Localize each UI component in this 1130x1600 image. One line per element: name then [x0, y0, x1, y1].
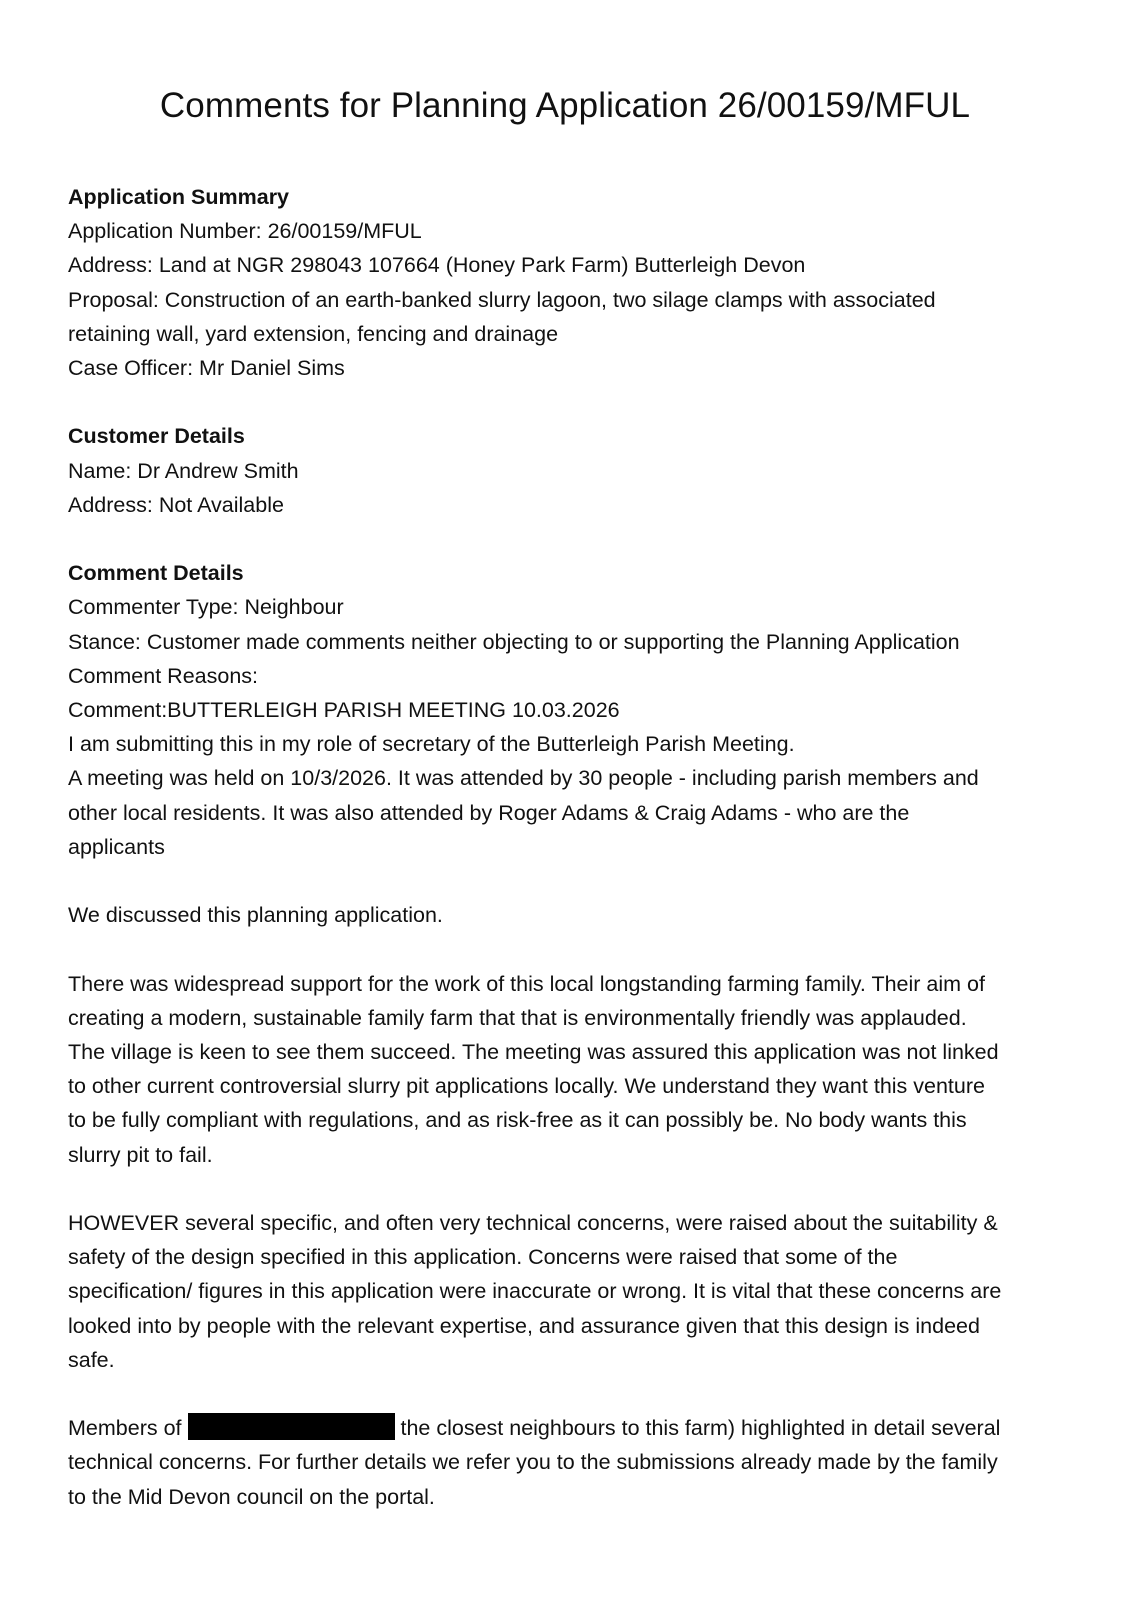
spacer — [68, 522, 1068, 556]
comment-line: There was widespread support for the work of this local longstanding farming family. Their aim of — [68, 971, 985, 996]
comment-header: Comment:BUTTERLEIGH PARISH MEETING 10.03.2026 — [68, 698, 620, 723]
application-summary-heading: Application Summary — [68, 185, 290, 209]
page-title: Comments for Planning Application 26/00159/MFUL — [159, 86, 971, 125]
proposal-line: Proposal: Construction of an earth-banked slurry lagoon, two silage clamps with associated — [68, 287, 936, 312]
spacer — [68, 1377, 1068, 1411]
proposal-line: retaining wall, yard extension, fencing and drainage — [68, 321, 559, 346]
comment-line: to the Mid Devon council on the portal. — [68, 1484, 435, 1509]
stance: Stance: Customer made comments neither objecting to or supporting the Planning Application — [68, 629, 960, 654]
comment-line: The village is keen to see them succeed. The meeting was assured this application was not linked — [68, 1040, 999, 1065]
comment-line: I am submitting this in my role of secretary of the Butterleigh Parish Meeting. — [68, 732, 795, 757]
comment-line: We discussed this planning application. — [68, 903, 443, 928]
comment-line: applicants — [68, 834, 165, 859]
customer-name: Name: Dr Andrew Smith — [68, 458, 299, 483]
application-address: Address: Land at NGR 298043 107664 (Honey Park Farm) Butterleigh Devon — [68, 253, 806, 278]
comment-line: to be fully compliant with regulations, and as risk-free as it can possibly be. No body wants this — [68, 1108, 967, 1133]
case-officer: Case Officer: Mr Daniel Sims — [68, 356, 345, 381]
comment-line: other local residents. It was also attended by Roger Adams & Craig Adams - who are the — [68, 800, 910, 825]
comment-line: HOWEVER several specific, and often very technical concerns, were raised about the suitability & — [68, 1211, 998, 1236]
comment-line: to other current controversial slurry pit applications locally. We understand they want this venture — [68, 1074, 985, 1099]
spacer — [68, 864, 1068, 898]
customer-address: Address: Not Available — [68, 492, 284, 517]
commenter-type: Commenter Type: Neighbour — [68, 595, 344, 620]
comment-line: creating a modern, sustainable family farm that that is environmentally friendly was applauded. — [68, 1005, 967, 1030]
application-number: Application Number: 26/00159/MFUL — [68, 219, 422, 244]
comment-line: A meeting was held on 10/3/2026. It was attended by 30 people - including parish members and — [68, 766, 979, 791]
redaction-block — [188, 1413, 395, 1440]
comment-reasons: Comment Reasons: — [68, 663, 258, 688]
spacer — [68, 932, 1068, 966]
comment-line — [68, 1411, 1068, 1445]
comment-line: specification/ figures in this application were inaccurate or wrong. It is vital that these concerns are — [68, 1279, 1002, 1304]
comment-line: safe. — [68, 1347, 115, 1372]
members-suffix: the closest neighbours to this farm) highlighted in detail several — [400, 1416, 1001, 1441]
comment-line: safety of the design specified in this application. Concerns were raised that some of the — [68, 1245, 898, 1270]
spacer — [68, 385, 1068, 419]
comment-details-heading: Comment Details — [68, 561, 244, 586]
comment-line: looked into by people with the relevant expertise, and assurance given that this design is indeed — [68, 1313, 980, 1338]
document-body — [68, 180, 1068, 1514]
comment-line: technical concerns. For further details we refer you to the submissions already made by the family — [68, 1450, 998, 1475]
comment-line: slurry pit to fail. — [68, 1142, 213, 1167]
customer-details-heading: Customer Details — [68, 424, 245, 449]
spacer — [68, 1172, 1068, 1206]
members-prefix: Members of — [68, 1416, 182, 1441]
